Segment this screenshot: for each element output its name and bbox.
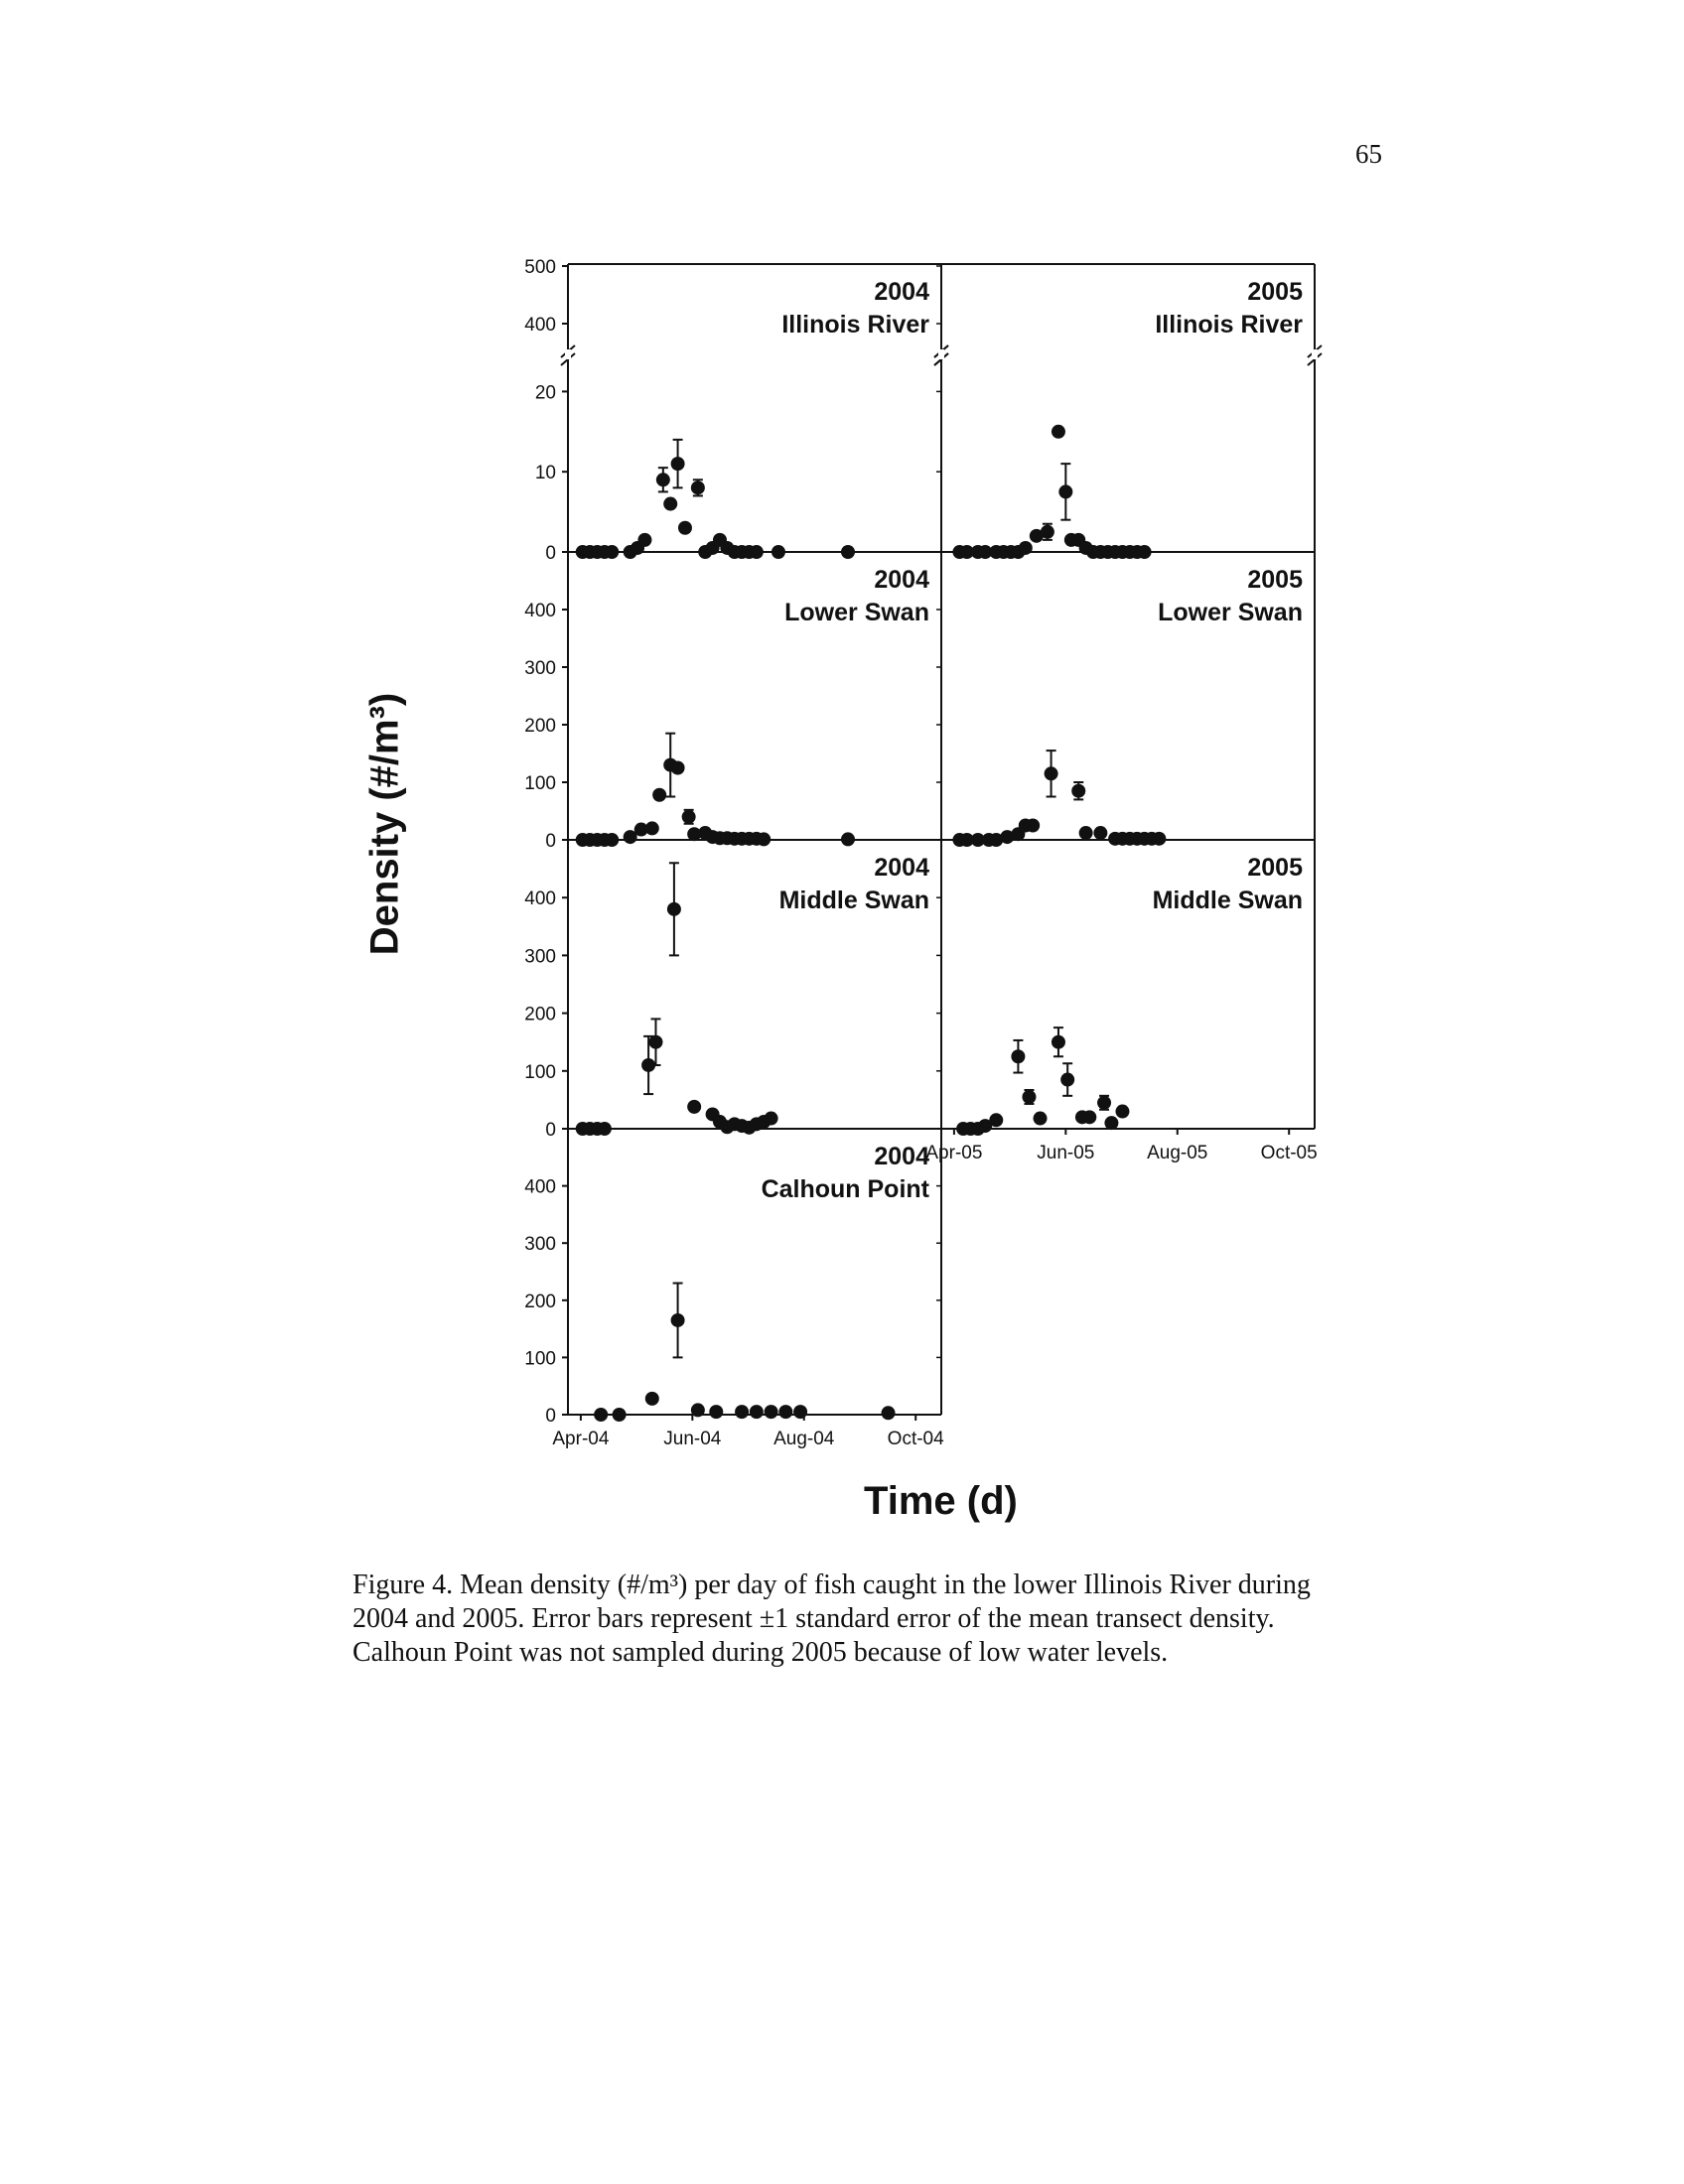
data-point xyxy=(1104,1116,1118,1130)
panel-p2005_ls xyxy=(941,552,1315,847)
data-point xyxy=(1079,826,1093,840)
y-tick-label: 400 xyxy=(524,888,556,910)
axis-break-gap xyxy=(938,349,944,359)
y-tick-label: 100 xyxy=(524,1061,556,1083)
panel-title: Lower Swan xyxy=(784,599,929,626)
data-point xyxy=(1152,832,1166,846)
panel-title: Middle Swan xyxy=(1152,887,1303,914)
data-point xyxy=(1011,1049,1025,1063)
panel-title: Middle Swan xyxy=(778,887,929,914)
data-point xyxy=(1052,425,1065,439)
data-point xyxy=(750,545,764,559)
y-tick-label: 200 xyxy=(524,1004,556,1025)
y-tick-label: 100 xyxy=(524,773,556,794)
y-tick-label: 400 xyxy=(524,601,556,621)
x-tick-label: Apr-04 xyxy=(552,1429,610,1449)
y-tick-label: 200 xyxy=(524,716,556,737)
y-tick-label: 400 xyxy=(524,1176,556,1198)
panel-title: Calhoun Point xyxy=(761,1175,929,1203)
y-tick-label: 0 xyxy=(545,831,556,852)
data-point xyxy=(667,902,681,916)
panel-title: 2004 xyxy=(874,1143,929,1170)
y-tick-label: 0 xyxy=(545,1406,556,1427)
axis-break-gap xyxy=(1312,349,1318,359)
page-number: 65 xyxy=(1355,139,1382,169)
x-tick-label: Oct-05 xyxy=(1260,1143,1318,1163)
caption-line: Figure 4. Mean density (#/m³) per day of fish caught in the lower Illinois River during xyxy=(352,1570,1311,1600)
data-point xyxy=(605,545,619,559)
data-point xyxy=(1115,1105,1129,1119)
data-point xyxy=(765,1405,778,1419)
axis-break-gap xyxy=(565,349,571,359)
data-point xyxy=(1045,766,1058,780)
y-tick-label: 400 xyxy=(524,315,556,336)
data-point xyxy=(1058,484,1072,498)
panel-title: 2005 xyxy=(1247,278,1303,306)
y-tick-label: 20 xyxy=(534,382,556,404)
y-tick-label: 0 xyxy=(545,543,556,564)
y-tick-label: 300 xyxy=(524,1234,556,1256)
data-point xyxy=(1026,819,1040,833)
data-point xyxy=(1097,1096,1111,1110)
data-point xyxy=(691,1403,705,1417)
data-point xyxy=(648,1035,662,1049)
data-point xyxy=(1041,525,1054,539)
panel-p2004_ir xyxy=(524,257,948,564)
data-point xyxy=(765,1112,778,1126)
data-point xyxy=(678,521,692,535)
panel-title: Illinois River xyxy=(1155,311,1303,339)
data-point xyxy=(671,1313,685,1327)
x-tick-label: Aug-04 xyxy=(773,1429,835,1449)
data-point xyxy=(682,810,696,824)
data-point xyxy=(1060,1073,1074,1087)
data-point xyxy=(671,457,685,471)
y-tick-label: 300 xyxy=(524,946,556,968)
data-point xyxy=(645,821,659,835)
y-tick-label: 100 xyxy=(524,1348,556,1370)
y-tick-label: 0 xyxy=(545,1120,556,1141)
data-point xyxy=(750,1405,764,1419)
panel-p2005_ms xyxy=(925,840,1317,1163)
data-point xyxy=(793,1405,807,1419)
y-tick-label: 300 xyxy=(524,658,556,679)
data-point xyxy=(637,533,651,547)
x-tick-label: Jun-04 xyxy=(663,1429,722,1449)
data-point xyxy=(594,1408,608,1422)
data-point xyxy=(709,1405,723,1419)
data-point xyxy=(656,473,670,486)
panel-p2004_ls xyxy=(524,552,941,852)
data-point xyxy=(757,832,771,846)
data-point xyxy=(605,833,619,847)
y-tick-label: 200 xyxy=(524,1291,556,1312)
data-point xyxy=(778,1405,792,1419)
figure-caption xyxy=(352,1569,1425,1670)
data-point xyxy=(772,545,785,559)
x-tick-label: Oct-04 xyxy=(887,1429,944,1449)
panel-p2004_ms xyxy=(524,840,941,1141)
caption-line: Calhoun Point was not sampled during 2005 because of low water levels. xyxy=(352,1637,1169,1668)
panel-title: 2005 xyxy=(1247,854,1303,882)
data-point xyxy=(1034,1112,1048,1126)
x-tick-label: Aug-05 xyxy=(1147,1143,1208,1163)
data-point xyxy=(652,788,666,802)
data-point xyxy=(882,1406,896,1420)
x-axis-label: Time (d) xyxy=(864,1479,1018,1523)
data-point xyxy=(1022,1090,1036,1104)
panel-title: 2004 xyxy=(874,278,929,306)
panel-p2005_ir xyxy=(934,264,1322,559)
data-point xyxy=(663,497,677,511)
data-point xyxy=(1138,545,1152,559)
panel-title: Illinois River xyxy=(781,311,929,339)
data-point xyxy=(735,1405,749,1419)
caption-line: 2004 and 2005. Error bars represent ±1 standard error of the mean transect density. xyxy=(352,1603,1275,1634)
data-point xyxy=(1093,826,1107,840)
data-point xyxy=(671,761,685,775)
panel-title: 2004 xyxy=(874,854,929,882)
x-tick-label: Apr-05 xyxy=(925,1143,983,1163)
data-point xyxy=(1052,1035,1065,1049)
data-point xyxy=(687,1100,701,1114)
data-point xyxy=(1071,784,1085,798)
x-tick-label: Jun-05 xyxy=(1037,1143,1095,1163)
y-tick-label: 500 xyxy=(524,257,556,278)
data-point xyxy=(613,1408,627,1422)
panel-title: 2004 xyxy=(874,566,929,594)
data-point xyxy=(841,545,855,559)
panel-title: Lower Swan xyxy=(1158,599,1303,626)
y-axis-label: Density (#/m³) xyxy=(362,692,407,956)
data-point xyxy=(1082,1110,1096,1124)
data-point xyxy=(645,1392,659,1406)
y-tick-label: 10 xyxy=(534,463,556,484)
panel-p2004_cp xyxy=(524,1129,944,1449)
data-point xyxy=(989,1113,1003,1127)
data-point xyxy=(598,1122,612,1136)
data-point xyxy=(1019,541,1033,555)
data-point xyxy=(691,480,705,494)
panel-title: 2005 xyxy=(1247,566,1303,594)
data-point xyxy=(841,832,855,846)
